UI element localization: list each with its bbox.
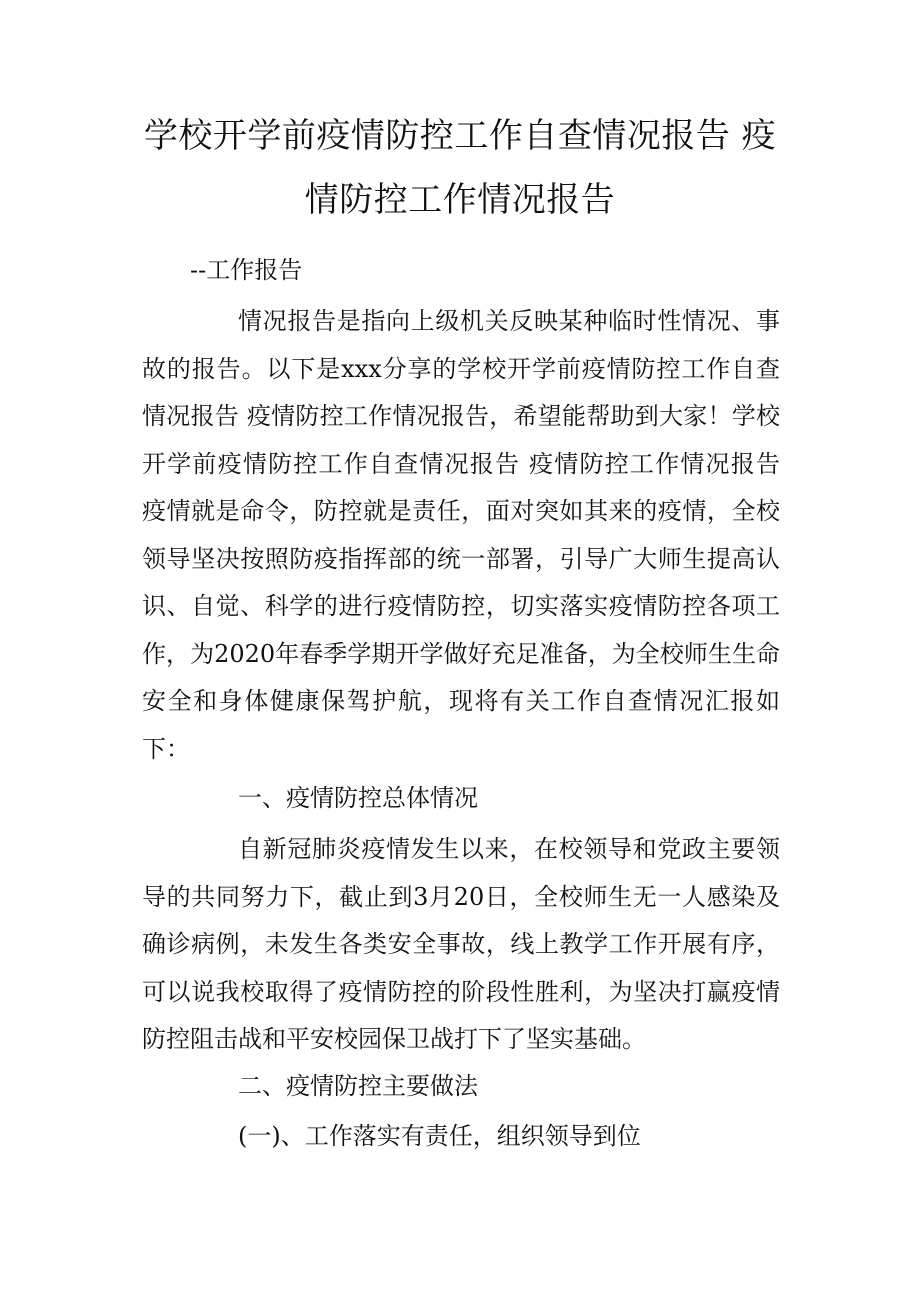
- document-title: 学校开学前疫情防控工作自查情况报告 疫情防控工作情况报告: [143, 116, 777, 220]
- subsection-heading-1: (一)、工作落实有责任，组织领导到位: [238, 1122, 641, 1150]
- intro-paragraph: 情况报告是指向上级机关反映某种临时性情况、事故的报告。以下是xxx分享的学校开学前疫情防控工作自查情况报告 疫情防控工作情况报告，希望能帮助到大家！学校开学前疫情防控工作自查情况报告 疫情防控工作情况报告 疫情就是命令，防控就是责任，面对突如其来的疫情，全校领导坚决按照防疫指挥部的统一部署，引导广大师生提高认识、自觉、科学的进行疫情防控，切实落实疫情防控各项工作，为2020年春季学期开学做好充足准备，为全校师生生命安全和身体健康保驾护航，现将有关工作自查情况汇报如下：: [142, 307, 828, 763]
- section-heading-1: 一、疫情防控总体情况: [238, 784, 478, 812]
- section-1-paragraph: 自新冠肺炎疫情发生以来，在校领导和党政主要领导的共同努力下，截止到3月20日，全校师生无一人感染及确诊病例，未发生各类安全事故，线上教学工作开展有序，可以说我校取得了疫情防控的阶段性胜利，为坚决打赢疫情防控阻击战和平安校园保卫战打下了坚实基础。: [142, 835, 780, 1053]
- section-heading-2: 二、疫情防控主要做法: [238, 1072, 478, 1100]
- document-subtitle: --工作报告: [190, 256, 303, 284]
